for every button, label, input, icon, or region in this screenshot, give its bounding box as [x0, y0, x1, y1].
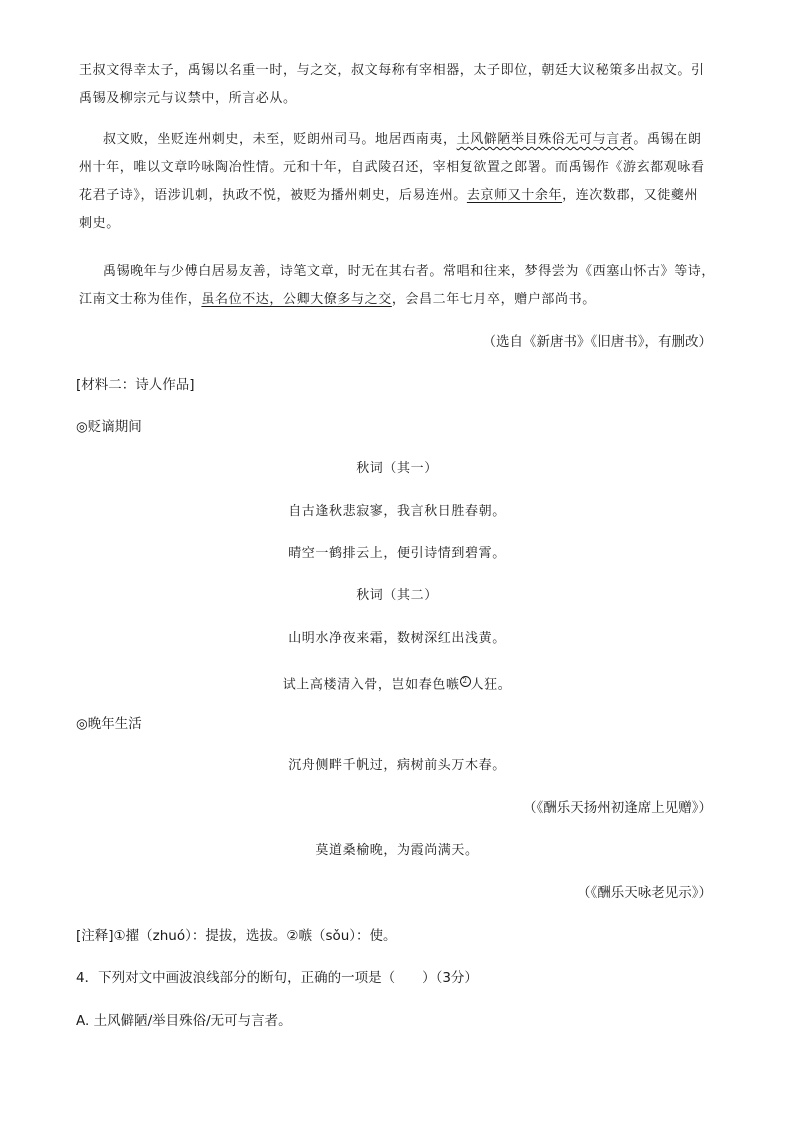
underlined-text: 去京师又十余年 — [466, 188, 563, 203]
passage-line: 刺史。 — [79, 216, 120, 231]
poem-source: （《酬乐天扬州初逢席上见赠》） — [523, 800, 712, 816]
poem-line: 晴空一鹤排云上，便引诗情到碧霄。 — [288, 546, 506, 561]
underlined-text: 虽名位不达，公卿大僚多与之交 — [201, 292, 392, 307]
poem-title: 秋词（其二） — [356, 588, 438, 603]
poem-line: 自古逢秋悲寂寥，我言秋日胜春朝。 — [288, 504, 506, 519]
passage-line: 州十年，唯以文章吟咏陶冶性情。元和十年，自武陵召还，宰相复欲置之郎署。而禹锡作《游玄都观咏看 — [79, 160, 705, 175]
source-citation: （选自《新唐书》《旧唐书》，有删改） — [482, 334, 712, 350]
passage-line: 禹锡晚年与少傅白居易友善，诗笔文章，时无在其右者。常唱和往来，梦得尝为《西塞山怀古》等诗， — [103, 264, 716, 279]
answer-option-a[interactable]: A. 土风僻陋/举目殊俗/无可与言者。 — [76, 1013, 292, 1029]
subsection-heading: ◎贬谪期间 — [76, 419, 142, 435]
wavy-underlined-text: 土风僻陋举目殊俗无可与言者 — [456, 132, 634, 147]
passage-line: 王叔文得幸太子，禹锡以名重一时，与之交，叔文每称有宰相器，太子即位，朝廷大议秘策多出叔文。引 — [79, 63, 705, 78]
question-stem: 4．下列对文中画波浪线部分的断句，正确的一项是（ ）（3分） — [76, 970, 478, 986]
footnote-marker: 2 — [460, 676, 471, 686]
subsection-heading: ◎晚年生活 — [76, 716, 142, 732]
poem-title: 秋词（其一） — [356, 461, 438, 476]
section-heading: [材料二：诗人作品] — [76, 377, 195, 393]
poem-line: 试上高楼清入骨，岂如春色嗾 $^2$ 人狂。 — [282, 677, 512, 693]
poem-line: 山明水净夜来霜，数树深红出浅黄。 — [288, 631, 506, 646]
annotation-notes: [注释]①擢（zhuó）：提拔，选拔。②嗾（sǒu）：使。 — [76, 928, 397, 944]
passage-line: 叔文败，坐贬连州刺史，未至，贬朗州司马。地居西南夷，土风僻陋举目殊俗无可与言者。禹锡在朗 — [103, 132, 702, 147]
poem-source: （《酬乐天咏老见示》） — [577, 885, 712, 901]
passage-line: 禹锡及柳宗元与议禁中，所言必从。 — [79, 91, 297, 106]
poem-line: 沉舟侧畔千帆过，病树前头万木春。 — [288, 758, 506, 773]
passage-line: 江南文士称为佳作，虽名位不达，公卿大僚多与之交，会昌二年七月卒，赠户部尚书。 — [79, 292, 596, 307]
poem-line: 莫道桑榆晚，为霞尚满天。 — [315, 843, 479, 858]
passage-line: 花君子诗》，语涉讥刺，执政不悦，被贬为播州刺史，后易连州。去京师又十余年，连次数郡，又徙夔州 — [79, 188, 699, 203]
